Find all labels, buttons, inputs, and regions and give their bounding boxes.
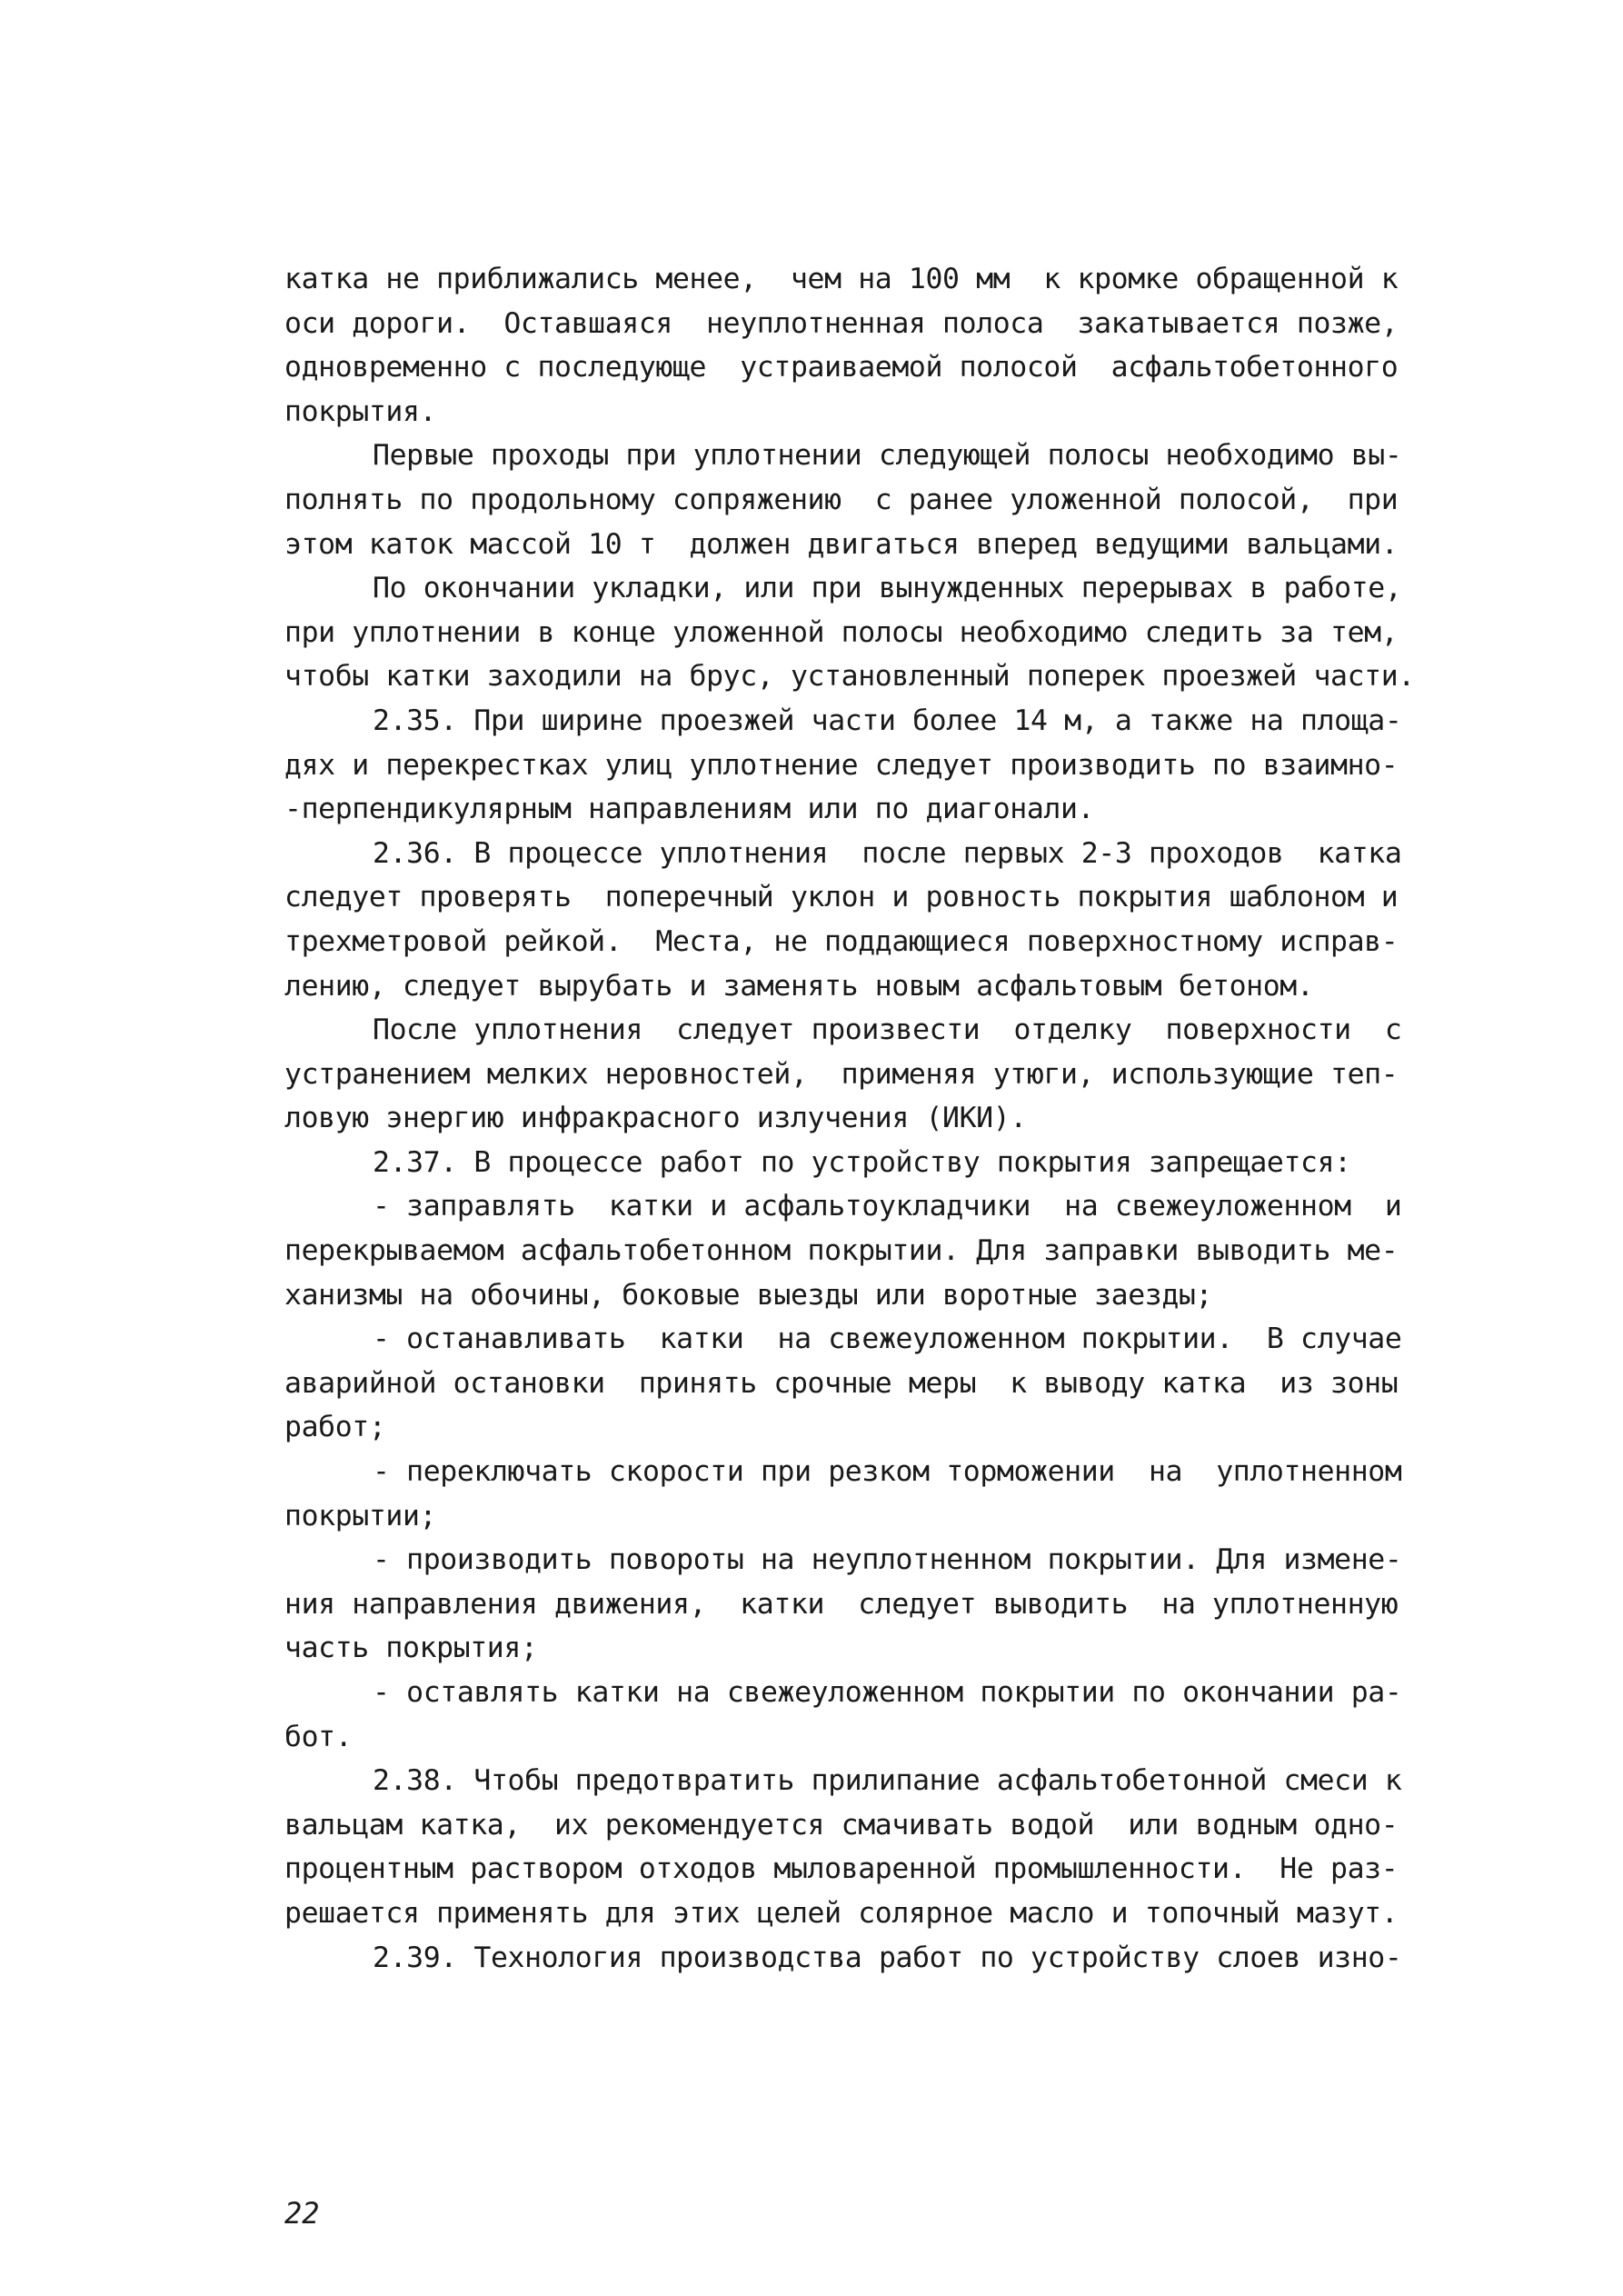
text-line: - заправлять катки и асфальтоукладчики на свежеуложенном и (373, 1190, 1402, 1223)
page-number: 22 (284, 2196, 320, 2231)
text-line: трехметровой рейкой. Места, не поддающиеся поверхностному исправ- (284, 924, 1399, 958)
text-line: чтобы катки заходили на брус, установленный поперек проезжей части. (284, 660, 1415, 694)
text-line: лению, следует вырубать и заменять новым асфальтовым бетоном. (284, 969, 1314, 1003)
text-line: процентным раствором отходов мыловаренной промышленности. Не раз- (284, 1852, 1399, 1886)
text-line: После уплотнения следует произвести отделку поверхности с (373, 1013, 1402, 1047)
text-line: ловую энергию инфракрасного излучения (ИКИ). (284, 1102, 1027, 1135)
text-line: этом каток массой 10 т должен двигаться вперед ведущими вальцами. (284, 527, 1399, 561)
text-line: - производить повороты на неуплотненном покрытии. Для измене- (373, 1543, 1402, 1577)
text-line: вальцам катка, их рекомендуется смачивать водой или водным одно- (284, 1808, 1399, 1842)
text-line: -перпендикулярным направлениям или по диагонали. (284, 793, 1095, 826)
text-line: 2.35. При ширине проезжей части более 14 м, а также на площа- (373, 704, 1402, 737)
text-line: 2.39. Технология производства работ по устройству слоев изно- (373, 1941, 1402, 1974)
text-line: при уплотнении в конце уложенной полосы необходимо следить за тем, (284, 615, 1399, 649)
text-line: покрытии; (284, 1499, 437, 1532)
text-line: 2.36. В процессе уплотнения после первых 2-3 проходов катка (373, 836, 1402, 870)
text-line: оси дороги. Оставшаяся неуплотненная полоса закатывается позже, (284, 306, 1399, 340)
text-line: ханизмы на обочины, боковые выезды или воротные заезды; (284, 1278, 1213, 1312)
text-line: аварийной остановки принять срочные меры к выводу катка из зоны (284, 1366, 1399, 1400)
text-line: устранением мелких неровностей, применяя утюги, использующие теп- (284, 1057, 1399, 1091)
text-line: полнять по продольному сопряжению с ранее уложенной полосой, при (284, 483, 1399, 516)
text-line: Первые проходы при уплотнении следующей полосы необходимо вы- (373, 439, 1402, 473)
text-line: ния направления движения, катки следует выводить на уплотненную (284, 1587, 1399, 1621)
text-line: перекрываемом асфальтобетонном покрытии. Для заправки выводить ме- (284, 1234, 1399, 1268)
text-line: 2.37. В процессе работ по устройству покрытия запрещается: (373, 1145, 1351, 1179)
text-line: покрытия. (284, 394, 437, 428)
text-line: 2.38. Чтобы предотвратить прилипание асфальтобетонной смеси к (373, 1764, 1402, 1798)
text-line: - переключать скорости при резком торможении на уплотненном (373, 1455, 1402, 1489)
text-line: - останавливать катки на свежеуложенном покрытии. В случае (373, 1323, 1402, 1356)
text-line: По окончании укладки, или при вынужденных перерывах в работе, (373, 572, 1402, 605)
text-line: катка не приближались менее, чем на 100 мм к кромке обращенной к (284, 263, 1399, 295)
text-line: одновременно с последующе устраиваемой полосой асфальтобетонного (284, 351, 1399, 384)
text-line: - оставлять катки на свежеуложенном покрытии по окончании ра- (373, 1676, 1402, 1709)
text-line: следует проверять поперечный уклон и ровность покрытия шаблоном и (284, 881, 1399, 914)
text-line: часть покрытия; (284, 1632, 538, 1665)
text-line: решается применять для этих целей солярное масло и топочный мазут. (284, 1896, 1399, 1930)
text-line: бот. (284, 1720, 353, 1753)
page-body (284, 257, 1466, 1980)
text-line: работ; (284, 1411, 386, 1444)
text-line: дях и перекрестках улиц уплотнение следует производить по взаимно- (284, 748, 1399, 782)
